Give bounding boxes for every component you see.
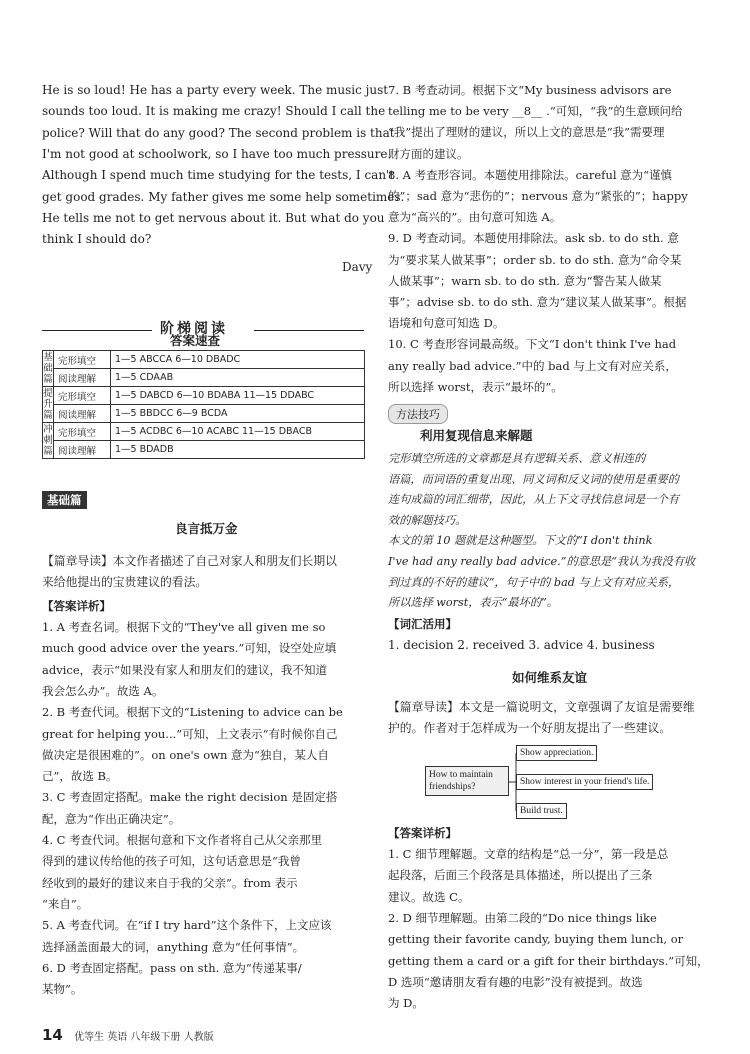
- answer-keys: 1—5 CDAAB: [111, 369, 365, 387]
- answer-line: telling me to be very __8__ .”可知，“我”的生意顾问给: [388, 104, 683, 119]
- answer-keys: 1—5 BDADB: [111, 441, 365, 459]
- footer-info: 优等生 英语 八年级下册 人教版: [74, 1032, 214, 1043]
- method-line: 到过真的不好的建议”，句子中的 bad 与上文有对应关系，: [388, 575, 680, 589]
- vocab-answers: 1. decision 2. received 3. advice 4. business: [388, 638, 655, 652]
- intro-line: 来给他提出的宝贵建议的看法。: [42, 575, 208, 589]
- answer-line: 为“要求某人做某事”；order sb. to do sth. 意为“命令某: [388, 252, 682, 267]
- method-tag: 方法技巧: [388, 404, 448, 424]
- diagram-branch-2: Show interest in your friend's life.: [516, 774, 653, 790]
- answer-table-row: [43, 351, 365, 369]
- answer-line: 经收到的最好的建议来自于我的父亲”。from 表示: [42, 875, 298, 890]
- answer-category: 冲 刺 篇: [43, 424, 53, 457]
- basic-section-tag: 基础篇: [42, 491, 87, 509]
- answer-line: much good advice over the years.”可知，设空处应填: [42, 641, 337, 656]
- answer-line: 语境和句意可知选 D。: [388, 316, 505, 331]
- letter-line: I'm not good at schoolwork, so I have too much pressure.: [42, 146, 392, 161]
- answer-line: 2. B 考查代词。根据下文的“Listening to advice can be: [42, 705, 343, 720]
- answer-type: 完形填空: [54, 351, 111, 369]
- answer-category: 基 础 篇: [43, 352, 53, 385]
- method-line: I've had any really bad advice.”的意思是“我认为我没有收: [388, 555, 696, 568]
- method-line: 完形填空所选的文章都是具有逻辑关系、意义相连的: [388, 452, 646, 465]
- answer-line: 的”；sad 意为“悲伤的”；nervous 意为“紧张的”；happy: [388, 189, 688, 203]
- answer-line: D 选项“邀请朋友看有趣的电影”没有被提到。故选: [388, 974, 643, 989]
- diagram-branch-3: Build trust.: [516, 803, 567, 819]
- answer-line: getting their favorite candy, buying them lunch, or: [388, 932, 684, 947]
- answer-line: advice，表示“如果没有家人和朋友们的建议，我不知道: [42, 662, 328, 677]
- answer-line: 2. D 细节理解题。由第二段的“Do nice things like: [388, 910, 657, 925]
- answer-category: 提 升 篇: [43, 388, 53, 421]
- answer-line: 得到的建议传给他的孩子可知，这句话意思是“我曾: [42, 854, 301, 869]
- answer-type: 阅读理解: [54, 405, 111, 423]
- answer-line: 为 D。: [388, 996, 424, 1011]
- diagram-branch-1: Show appreciation.: [516, 745, 597, 761]
- answer-line: any really bad advice.”中的 bad 与上文有对应关系，: [388, 358, 677, 373]
- answer-line: 8. A 考查形容词。本题使用排除法。careful 意为“谨慎: [388, 167, 673, 182]
- answer-line: 某物”。: [42, 982, 83, 997]
- answer-line: 财方面的建议。: [388, 146, 469, 161]
- answer-line: 4. C 考查代词。根据句意和下文作者将自己从父亲那里: [42, 833, 323, 847]
- method-line: 连句成篇的词汇细带，因此，从上下文寻找信息词是一个有: [388, 493, 679, 507]
- answer-type: 阅读理解: [54, 441, 111, 459]
- method-line: 所以选择 worst，表示“最坏的”。: [388, 596, 558, 610]
- answer-line: 所以选择 worst，表示“最坏的”。: [388, 379, 563, 394]
- answer-keys: 1—5 DABCD 6—10 BDABA 11—15 DDABC: [111, 387, 365, 405]
- answer-line: 6. D 考查固定搭配。pass on sth. 意为“传递某事/: [42, 960, 302, 975]
- letter-line: police? Will that do any good? The second problem is that: [42, 125, 395, 140]
- answer-line: 我会怎么办”。故选 A。: [42, 683, 164, 698]
- answer-table-title: 答案速查: [170, 333, 221, 348]
- method-title: 利用复现信息来解题: [420, 428, 533, 443]
- answer-line: 起段落，后面三个段落是具体描述，所以提出了三条: [388, 868, 653, 883]
- answer-type: 阅读理解: [54, 369, 111, 387]
- answer-table: [42, 350, 365, 459]
- method-line: 语篇，而词语的重复出现、同义词和反义词的使用是重要的: [388, 472, 679, 486]
- letter-line: sounds too loud. It is making me crazy! Should I call the: [42, 104, 386, 119]
- intro-line: 【篇章导读】本文作者描述了自己对家人和朋友们长期以: [42, 554, 337, 568]
- answer-line: 1. A 考查名词。根据下文的“They've all given me so: [42, 620, 326, 634]
- page-footer: [42, 1026, 214, 1044]
- answer-line: 意为“高兴的”。由句意可知选 A。: [388, 210, 562, 225]
- answer-type: 完形填空: [54, 387, 111, 405]
- page-number: 14: [42, 1026, 63, 1044]
- answer-line: 做决定是很困难的”。on one's own 意为“独自，某人自: [42, 747, 329, 762]
- answer-line: 人做某事”；warn sb. to do sth. 意为“警告某人做某: [388, 273, 662, 288]
- article1-title: 良言抵万金: [175, 521, 238, 536]
- answer-line: 建议。故选 C。: [388, 889, 470, 904]
- answer-keys: 1—5 ACDBC 6—10 ACABC 11—15 DBACB: [111, 423, 365, 441]
- answer-keys: 1—5 ABCCA 6—10 DBADC: [111, 351, 365, 369]
- letter-signature: Davy: [342, 260, 373, 274]
- answer-line: “我”提出了理财的建议，所以上文的意思是“我”需要理: [388, 125, 665, 140]
- method-line: 效的解题技巧。: [388, 513, 467, 527]
- letter-line: He is so loud! He has a party every week. The music just: [42, 83, 389, 97]
- answer-line: 7. B 考查动词。根据下文“My business advisors are: [388, 83, 672, 97]
- diagram-center: How to maintain friendships?: [425, 766, 509, 796]
- article2-title: 如何维系友谊: [512, 670, 588, 685]
- answer-line: 事”；advise sb. to do sth. 意为“建议某人做某事”。根据: [388, 295, 687, 309]
- answer-line: 10. C 考查形容词最高级。下文“I don't think I've had: [388, 337, 677, 352]
- answer-line: 9. D 考查动词。本题使用排除法。ask sb. to do sth. 意: [388, 231, 679, 246]
- letter-line: Although I spend much time studying for the tests, I can't: [42, 168, 395, 183]
- answer-table-row: [43, 423, 365, 441]
- answer-table-row: [43, 441, 365, 459]
- answer-line: “来自”。: [42, 896, 89, 911]
- letter-line: think I should do?: [42, 232, 152, 247]
- answer-type: 完形填空: [54, 423, 111, 441]
- vocab-heading: 【词汇活用】: [388, 617, 457, 631]
- answer-line: great for helping you...”可知，上文表示“有时候你自己: [42, 726, 338, 741]
- section-banner-title: 阶梯阅读: [160, 321, 228, 337]
- letter-line: get good grades. My father gives me some help sometimes.: [42, 189, 405, 204]
- detail-heading: 【答案详析】: [42, 599, 111, 613]
- answer-line: 5. A 考查代词。在“if I try hard”这个条件下，上文应该: [42, 918, 332, 933]
- answer-table-row: [43, 369, 365, 387]
- answer-line: getting them a card or a gift for their birthdays.”可知，: [388, 953, 709, 968]
- answer-table-row: [43, 405, 365, 423]
- answer-line: 配，意为“作出正确决定”。: [42, 811, 181, 826]
- answer-line: 3. C 考查固定搭配。make the right decision 是固定搭: [42, 790, 338, 805]
- method-line: 本文的第 10 题就是这种题型。下文的“I don't think: [388, 534, 653, 548]
- answer-keys: 1—5 BBDCC 6—9 BCDA: [111, 405, 365, 423]
- answer-line: 己”，故选 B。: [42, 769, 118, 784]
- answer-line: 1. C 细节理解题。文章的结构是“总一分”，第一段是总: [388, 847, 669, 861]
- intro-line: 护的。作者对于怎样成为一个好朋友提出了一些建议。: [388, 721, 672, 735]
- detail-heading-2: 【答案详析】: [388, 826, 457, 840]
- letter-line: He tells me not to get nervous about it. But what do you: [42, 210, 385, 225]
- answer-line: 选择涵盖面最大的词，anything 意为“任何事情”。: [42, 939, 305, 954]
- answer-table-row: [43, 387, 365, 405]
- intro-line: 【篇章导读】本文是一篇说明文，文章强调了友谊是需要维: [388, 700, 695, 714]
